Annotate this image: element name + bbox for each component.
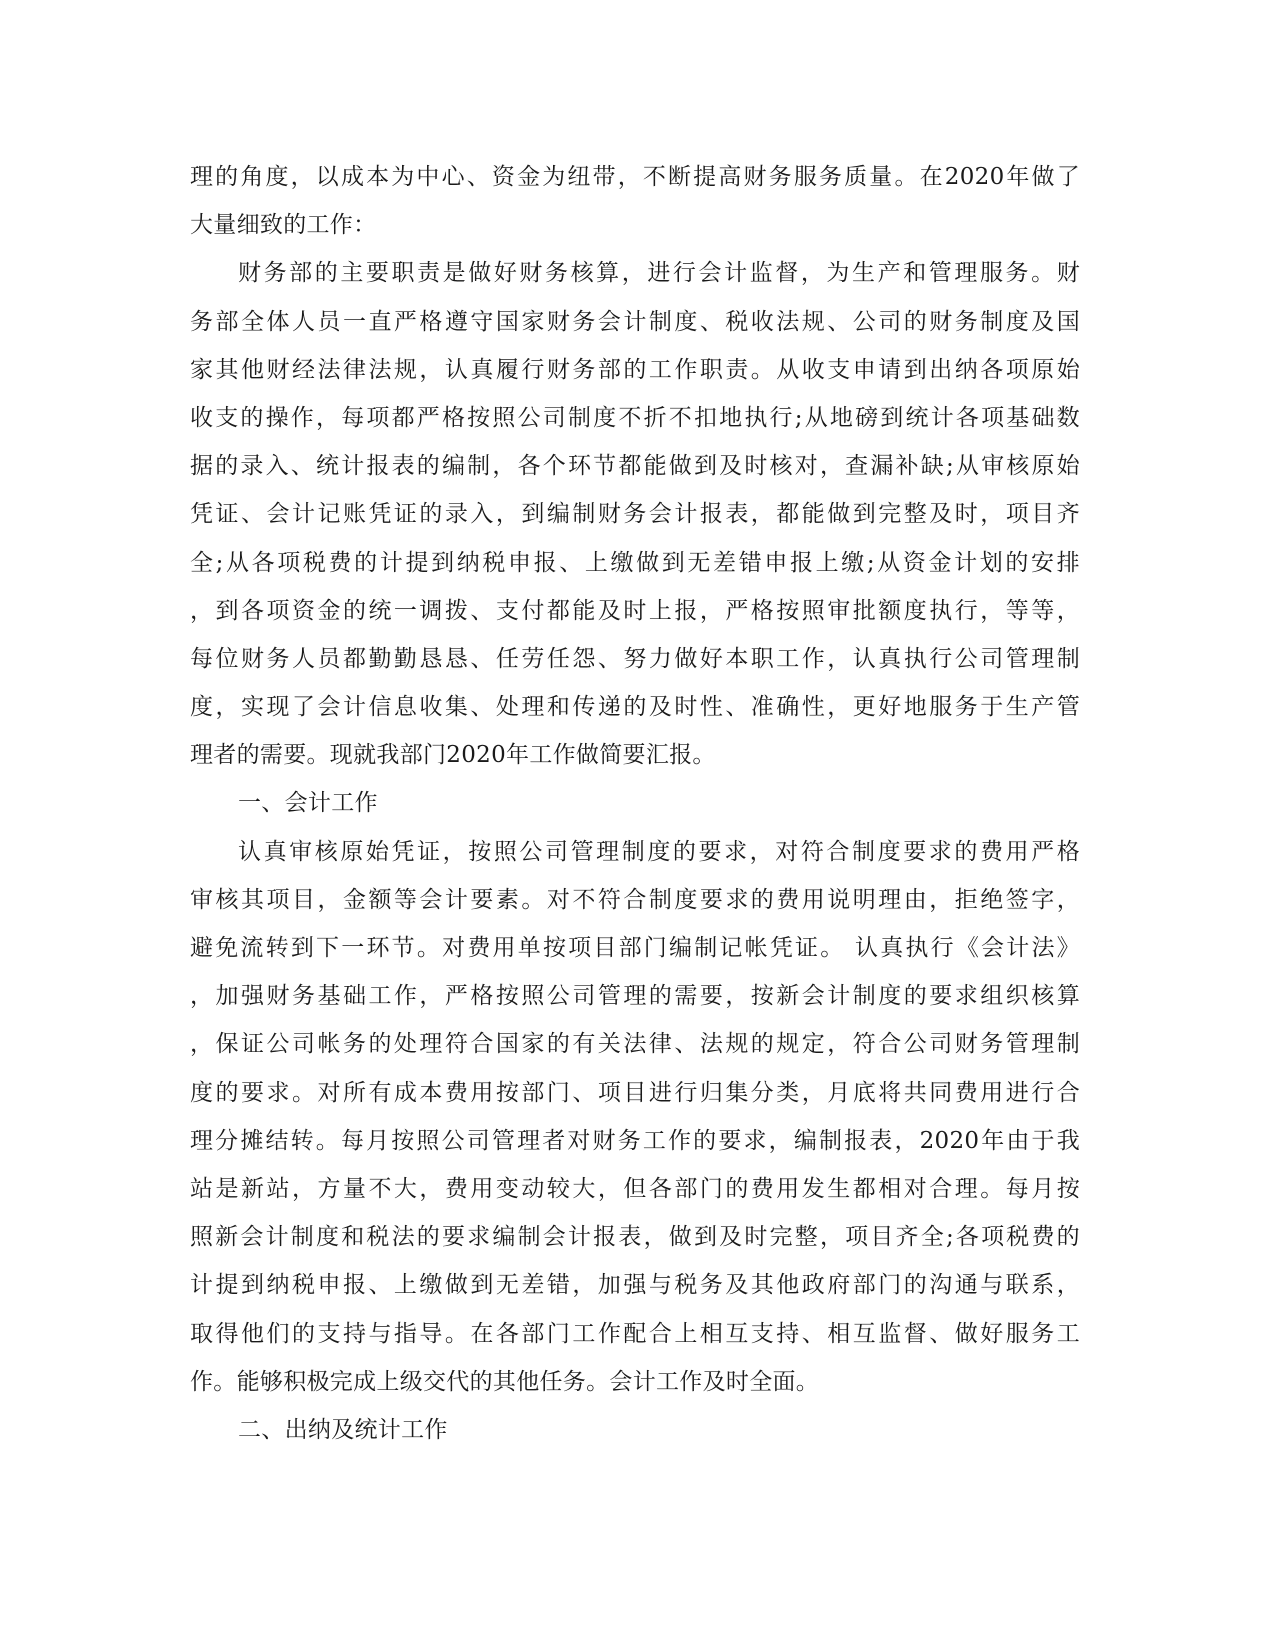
text-line: 认真审核原始凭证，按照公司管理制度的要求，对符合制度要求的费用严格 (238, 838, 1080, 865)
paragraph-2 (190, 249, 1080, 779)
text-line: 站是新站，方量不大，费用变动较大，但各部门的费用发生都相对合理。每月按 (190, 1175, 1080, 1202)
text-line: 审核其项目，金额等会计要素。对不符合制度要求的费用说明理由，拒绝签字， (190, 886, 1080, 913)
text-line: 理的角度，以成本为中心、资金为纽带，不断提高财务服务质量。在2020年做了 (190, 164, 1080, 190)
text-line: 务部全体人员一直严格遵守国家财务会计制度、税收法规、公司的财务制度及国 (190, 308, 1080, 335)
text-line: 据的录入、统计报表的编制，各个环节都能做到及时核对，查漏补缺;从审核原始 (190, 453, 1080, 480)
section-heading-text: 一、会计工作 (238, 790, 378, 817)
text-line: 大量细致的工作： (190, 212, 377, 239)
text-line: 收支的操作，每项都严格按照公司制度不折不扣地执行;从地磅到统计各项基础数 (190, 404, 1080, 431)
text-line: 凭证、会计记账凭证的录入，到编制财务会计报表，都能做到完整及时，项目齐 (190, 501, 1080, 528)
text-line: 家其他财经法律法规，认真履行财务部的工作职责。从收支申请到出纳各项原始 (190, 356, 1080, 383)
paragraph-3 (190, 828, 1080, 1406)
text-line: 理分摊结转。每月按照公司管理者对财务工作的要求，编制报表，2020年由于我 (190, 1127, 1080, 1154)
text-line: 作。能够积极完成上级交代的其他任务。会计工作及时全面。 (190, 1368, 820, 1395)
text-line: 度的要求。对所有成本费用按部门、项目进行归集分类，月底将共同费用进行合 (190, 1079, 1080, 1106)
text-line: ，到各项资金的统一调拨、支付都能及时上报，严格按照审批额度执行，等等， (190, 597, 1080, 624)
text-line: 度，实现了会计信息收集、处理和传递的及时性、准确性，更好地服务于生产管 (190, 694, 1080, 721)
text-line: 理者的需要。现就我部门2020年工作做简要汇报。 (190, 742, 716, 769)
text-line: 取得他们的支持与指导。在各部门工作配合上相互支持、相互监督、做好服务工 (190, 1320, 1080, 1347)
document-body (190, 153, 1080, 1454)
text-line: 避免流转到下一环节。对费用单按项目部门编制记帐凭证。 认真执行《会计法》 (190, 935, 1080, 961)
section-heading-1 (190, 779, 1080, 827)
text-line: 计提到纳税申报、上缴做到无差错，加强与税务及其他政府部门的沟通与联系， (190, 1272, 1080, 1299)
text-line: ，加强财务基础工作，严格按照公司管理的需要，按新会计制度的要求组织核算 (190, 983, 1080, 1010)
paragraph-1 (190, 153, 1080, 249)
text-line: 全;从各项税费的计提到纳税申报、上缴做到无差错申报上缴;从资金计划的安排 (190, 549, 1080, 576)
text-line: 财务部的主要职责是做好财务核算，进行会计监督，为生产和管理服务。财 (238, 260, 1080, 287)
text-line: ，保证公司帐务的处理符合国家的有关法律、法规的规定，符合公司财务管理制 (190, 1031, 1080, 1058)
text-line: 每位财务人员都勤勤恳恳、任劳任怨、努力做好本职工作，认真执行公司管理制 (190, 645, 1080, 672)
text-line: 照新会计制度和税法的要求编制会计报表，做到及时完整，项目齐全;各项税费的 (190, 1224, 1080, 1251)
section-heading-2 (190, 1406, 1080, 1454)
section-heading-text: 二、出纳及统计工作 (238, 1416, 448, 1443)
